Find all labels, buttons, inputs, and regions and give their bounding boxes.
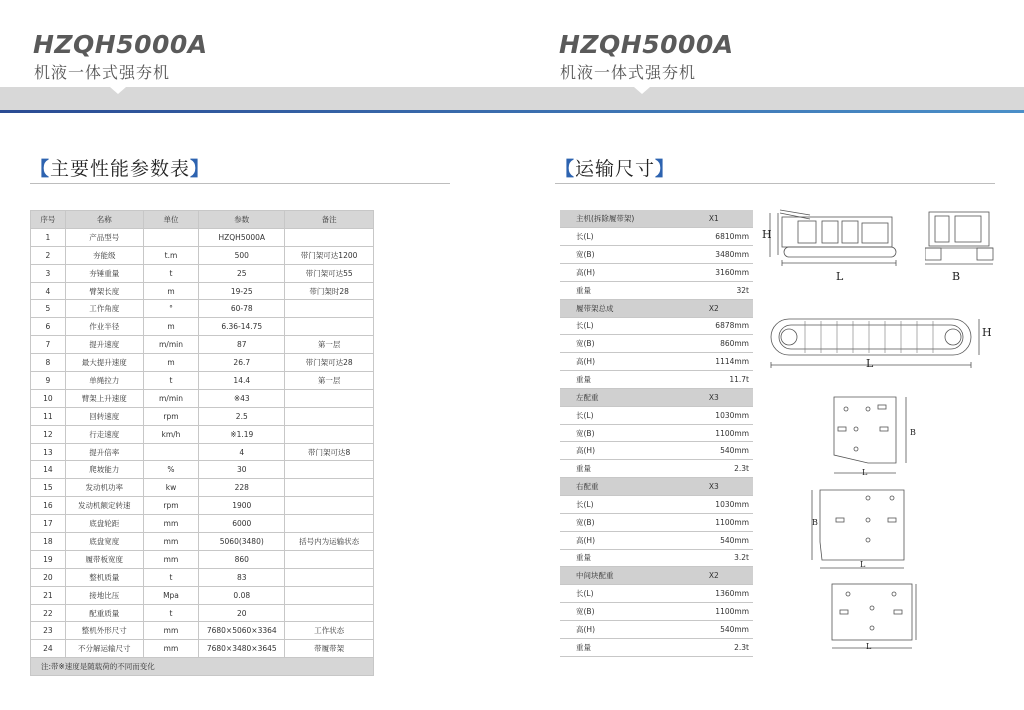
transport-row [560, 620, 753, 638]
spec-cell: 带门架时28 [285, 282, 374, 300]
spec-cell: 0.08 [199, 586, 285, 604]
transport-row [560, 603, 753, 621]
col-header: 名称 [65, 211, 143, 229]
spec-cell: 4 [199, 443, 285, 461]
spec-cell: m/min [143, 336, 199, 354]
transport-dim-label: 高(H) [560, 442, 659, 460]
spec-cell: 15 [31, 479, 66, 497]
transport-group-header [560, 567, 753, 585]
spec-cell: 作业半径 [65, 318, 143, 336]
transport-row [560, 638, 753, 656]
spec-row [31, 354, 374, 372]
transport-row [560, 335, 753, 353]
spec-cell: 7680×3480×3645 [199, 640, 285, 658]
spec-cell: 带门架可达28 [285, 354, 374, 372]
spec-cell: 21 [31, 586, 66, 604]
spec-cell: ° [143, 300, 199, 318]
spec-cell [285, 479, 374, 497]
transport-dim-label: 宽(B) [560, 513, 659, 531]
spec-cell [285, 586, 374, 604]
spec-row [31, 389, 374, 407]
spec-cell [285, 604, 374, 622]
spec-cell: 2 [31, 246, 66, 264]
spec-cell: 14.4 [199, 372, 285, 390]
spec-cell: 5 [31, 300, 66, 318]
transport-dim-label: 宽(B) [560, 603, 659, 621]
spec-cell: 17 [31, 515, 66, 533]
spec-cell: 3 [31, 264, 66, 282]
transport-dim-label: 长(L) [560, 585, 659, 603]
spec-cell: 860 [199, 550, 285, 568]
spec-cell [285, 425, 374, 443]
spec-cell: 22 [31, 604, 66, 622]
spec-cell: 配重质量 [65, 604, 143, 622]
transport-dim-label: 重量 [560, 638, 659, 656]
transport-dim-label: 高(H) [560, 620, 659, 638]
transport-dim-label: 长(L) [560, 406, 659, 424]
right-model-title: HZQH5000A [559, 30, 734, 59]
transport-dim-value: 1100mm [659, 513, 753, 531]
transport-dim-value: 11.7t [659, 371, 753, 389]
spec-cell: 1 [31, 228, 66, 246]
transport-group-name: 履带架总成 [560, 299, 659, 317]
spec-row [31, 372, 374, 390]
transport-group-name: 中间块配重 [560, 567, 659, 585]
transport-group-header [560, 210, 753, 228]
spec-cell: 底盘宽度 [65, 533, 143, 551]
transport-row [560, 228, 753, 246]
transport-row [560, 281, 753, 299]
spec-cell: 工作角度 [65, 300, 143, 318]
header-accent-line [0, 110, 1024, 113]
spec-row [31, 497, 374, 515]
spec-cell: 臂架长度 [65, 282, 143, 300]
spec-cell: 14 [31, 461, 66, 479]
transport-dim-value: 860mm [659, 335, 753, 353]
spec-cell: 228 [199, 479, 285, 497]
spec-row [31, 533, 374, 551]
spec-cell: 20 [31, 568, 66, 586]
spec-row [31, 461, 374, 479]
spec-cell: 87 [199, 336, 285, 354]
header-band [0, 87, 1024, 110]
col-header: 参数 [199, 211, 285, 229]
spec-cell: 工作状态 [285, 622, 374, 640]
main-rear-B-label: B [952, 270, 961, 283]
spec-cell: 1900 [199, 497, 285, 515]
transport-row [560, 460, 753, 478]
transport-row [560, 496, 753, 514]
section-title-text: 运输尺寸 [575, 158, 656, 180]
spec-cell: 8 [31, 354, 66, 372]
spec-cell: 提升速度 [65, 336, 143, 354]
transport-dim-label: 重量 [560, 371, 659, 389]
spec-row [31, 568, 374, 586]
transport-dim-value: 540mm [659, 620, 753, 638]
spec-cell: Mpa [143, 586, 199, 604]
spec-cell: 18 [31, 533, 66, 551]
spec-note: 注:带※速度是随载荷的不同而变化 [31, 658, 374, 676]
transport-dim-value: 2.3t [659, 460, 753, 478]
transport-row [560, 585, 753, 603]
spec-cell [285, 228, 374, 246]
spec-cell: 9 [31, 372, 66, 390]
left-counterweight-drawing [828, 393, 923, 483]
spec-row [31, 336, 374, 354]
spec-row [31, 300, 374, 318]
spec-cell: 提升倍率 [65, 443, 143, 461]
transport-dim-value: 540mm [659, 531, 753, 549]
track-frame-drawing [765, 315, 995, 385]
transport-group-header [560, 299, 753, 317]
spec-row [31, 425, 374, 443]
right-model-subtitle: 机液一体式强夯机 [560, 63, 697, 82]
spec-row [31, 515, 374, 533]
spec-cell: 24 [31, 640, 66, 658]
spec-row [31, 443, 374, 461]
spec-row [31, 604, 374, 622]
spec-cell [285, 550, 374, 568]
spec-cell: 整机外形尺寸 [65, 622, 143, 640]
transport-row [560, 442, 753, 460]
transport-dim-label: 长(L) [560, 228, 659, 246]
bracket-close: 】 [190, 158, 211, 180]
spec-cell: 臂架上升速度 [65, 389, 143, 407]
spec-row [31, 640, 374, 658]
spec-cell: 整机质量 [65, 568, 143, 586]
spec-cell: 带履带架 [285, 640, 374, 658]
spec-cell: 7680×5060×3364 [199, 622, 285, 640]
track-L-label: L [866, 357, 874, 370]
spec-cell: 夯锤重量 [65, 264, 143, 282]
transport-group-header [560, 388, 753, 406]
spec-cell: 回转速度 [65, 407, 143, 425]
spec-cell: 夯能级 [65, 246, 143, 264]
transport-dim-value: 540mm [659, 442, 753, 460]
spec-cell: 不分解运输尺寸 [65, 640, 143, 658]
spec-cell: 30 [199, 461, 285, 479]
spec-cell: 带门架可达8 [285, 443, 374, 461]
spec-cell: 最大提升速度 [65, 354, 143, 372]
track-H-label: H [982, 326, 992, 339]
spec-table [30, 210, 374, 676]
transport-dim-label: 重量 [560, 281, 659, 299]
spec-cell: % [143, 461, 199, 479]
transport-row [560, 353, 753, 371]
bracket-close: 】 [655, 158, 676, 180]
spec-cell [285, 407, 374, 425]
transport-group-name: 右配重 [560, 478, 659, 496]
spec-cell [285, 568, 374, 586]
spec-cell: t [143, 264, 199, 282]
spec-row [31, 246, 374, 264]
spec-cell: 11 [31, 407, 66, 425]
transport-group-name: 左配重 [560, 388, 659, 406]
spec-cell: t [143, 604, 199, 622]
spec-row [31, 622, 374, 640]
transport-group-qty: X3 [659, 388, 753, 406]
spec-row [31, 479, 374, 497]
spec-cell: 6.36-14.75 [199, 318, 285, 336]
spec-cell: mm [143, 622, 199, 640]
spec-cell: 4 [31, 282, 66, 300]
col-header: 序号 [31, 211, 66, 229]
spec-cell: 底盘轮距 [65, 515, 143, 533]
middle-counterweight-drawing [826, 578, 921, 658]
middle-cw-L-label: L [866, 642, 872, 651]
spec-cell [285, 515, 374, 533]
spec-cell: 第一层 [285, 336, 374, 354]
spec-row [31, 282, 374, 300]
transport-dim-label: 宽(B) [560, 335, 659, 353]
spec-cell [143, 443, 199, 461]
spec-cell: rpm [143, 497, 199, 515]
transport-group-qty: X1 [659, 210, 753, 228]
col-header: 备注 [285, 211, 374, 229]
transport-row [560, 317, 753, 335]
section-title-text: 主要性能参数表 [50, 158, 191, 180]
transport-dim-value: 1360mm [659, 585, 753, 603]
transport-group-qty: X2 [659, 299, 753, 317]
transport-dim-value: 1030mm [659, 496, 753, 514]
spec-cell: 发动机功率 [65, 479, 143, 497]
left-cw-L-label: L [862, 468, 868, 477]
transport-dim-label: 高(H) [560, 531, 659, 549]
spec-cell: 60-78 [199, 300, 285, 318]
transport-table [560, 210, 753, 657]
spec-cell: m [143, 318, 199, 336]
spec-cell: ※1.19 [199, 425, 285, 443]
transport-dim-label: 长(L) [560, 317, 659, 335]
transport-row [560, 264, 753, 282]
spec-row [31, 550, 374, 568]
bracket-open: 【 [555, 158, 576, 180]
transport-dim-label: 长(L) [560, 496, 659, 514]
spec-cell: t [143, 568, 199, 586]
spec-cell: 发动机额定转速 [65, 497, 143, 515]
transport-dim-label: 重量 [560, 460, 659, 478]
spec-row [31, 264, 374, 282]
right-cw-B-label: B [812, 518, 818, 527]
spec-row [31, 318, 374, 336]
transport-dim-value: 1114mm [659, 353, 753, 371]
transport-dim-label: 高(H) [560, 353, 659, 371]
spec-cell: ※43 [199, 389, 285, 407]
spec-cell: rpm [143, 407, 199, 425]
spec-cell: 带门架可达55 [285, 264, 374, 282]
transport-row [560, 371, 753, 389]
transport-group-qty: X2 [659, 567, 753, 585]
spec-cell: 16 [31, 497, 66, 515]
spec-cell [143, 228, 199, 246]
header-notch-right [634, 87, 650, 94]
spec-cell: 500 [199, 246, 285, 264]
spec-cell [285, 389, 374, 407]
spec-cell: 26.7 [199, 354, 285, 372]
spec-cell: 爬坡能力 [65, 461, 143, 479]
spec-cell: 6000 [199, 515, 285, 533]
spec-cell [285, 497, 374, 515]
transport-group-name: 主机(拆除履带架) [560, 210, 659, 228]
spec-cell: 履带板宽度 [65, 550, 143, 568]
transport-dim-value: 1100mm [659, 424, 753, 442]
transport-dim-value: 2.3t [659, 638, 753, 656]
spec-cell: m/min [143, 389, 199, 407]
spec-cell: 20 [199, 604, 285, 622]
spec-cell: 括号内为运输状态 [285, 533, 374, 551]
spec-cell: 带门架可达1200 [285, 246, 374, 264]
transport-row [560, 531, 753, 549]
main-side-L-label: L [836, 270, 844, 283]
spec-cell: 接地比压 [65, 586, 143, 604]
left-model-title: HZQH5000A [33, 30, 208, 59]
spec-cell: 19-25 [199, 282, 285, 300]
spec-cell: HZQH5000A [199, 228, 285, 246]
transport-dim-label: 重量 [560, 549, 659, 567]
spec-cell: 25 [199, 264, 285, 282]
spec-cell: t [143, 372, 199, 390]
spec-cell [285, 461, 374, 479]
transport-row [560, 246, 753, 264]
spec-note-row [31, 658, 374, 676]
spec-cell: mm [143, 515, 199, 533]
col-header: 单位 [143, 211, 199, 229]
spec-cell: mm [143, 533, 199, 551]
transport-row [560, 424, 753, 442]
transport-section-rule [555, 183, 995, 184]
transport-group-header [560, 478, 753, 496]
spec-cell: 12 [31, 425, 66, 443]
spec-cell: 产品型号 [65, 228, 143, 246]
right-cw-L-label: L [860, 560, 866, 569]
spec-row [31, 586, 374, 604]
spec-section-title [30, 154, 210, 181]
transport-dim-label: 高(H) [560, 264, 659, 282]
spec-cell: 10 [31, 389, 66, 407]
spec-cell: km/h [143, 425, 199, 443]
spec-cell: 23 [31, 622, 66, 640]
spec-cell: kw [143, 479, 199, 497]
spec-header-row [31, 211, 374, 229]
spec-cell: m [143, 282, 199, 300]
spec-cell: 7 [31, 336, 66, 354]
transport-dim-value: 1100mm [659, 603, 753, 621]
transport-dim-value: 32t [659, 281, 753, 299]
transport-row [560, 406, 753, 424]
spec-cell: 13 [31, 443, 66, 461]
spec-cell: 83 [199, 568, 285, 586]
spec-row [31, 407, 374, 425]
spec-cell: 5060(3480) [199, 533, 285, 551]
transport-dim-value: 3160mm [659, 264, 753, 282]
transport-dim-value: 1030mm [659, 406, 753, 424]
spec-cell [285, 300, 374, 318]
transport-dim-value: 3480mm [659, 246, 753, 264]
main-side-H-label: H [762, 228, 772, 241]
transport-dim-value: 6878mm [659, 317, 753, 335]
spec-cell: t.m [143, 246, 199, 264]
spec-cell: m [143, 354, 199, 372]
left-cw-B-label: B [910, 428, 916, 437]
spec-cell: 19 [31, 550, 66, 568]
header-notch-left [110, 87, 126, 94]
transport-dim-label: 宽(B) [560, 424, 659, 442]
transport-dim-value: 6810mm [659, 228, 753, 246]
spec-cell: 单绳拉力 [65, 372, 143, 390]
transport-row [560, 549, 753, 567]
bracket-open: 【 [30, 158, 51, 180]
transport-dim-value: 3.2t [659, 549, 753, 567]
transport-section-title [555, 154, 675, 181]
transport-dim-label: 宽(B) [560, 246, 659, 264]
spec-cell: 6 [31, 318, 66, 336]
spec-cell: mm [143, 550, 199, 568]
spec-row [31, 228, 374, 246]
left-model-subtitle: 机液一体式强夯机 [34, 63, 171, 82]
spec-cell: 2.5 [199, 407, 285, 425]
transport-row [560, 513, 753, 531]
spec-cell: 第一层 [285, 372, 374, 390]
spec-section-rule [30, 183, 450, 184]
transport-group-qty: X3 [659, 478, 753, 496]
spec-cell [285, 318, 374, 336]
spec-cell: mm [143, 640, 199, 658]
spec-cell: 行走速度 [65, 425, 143, 443]
